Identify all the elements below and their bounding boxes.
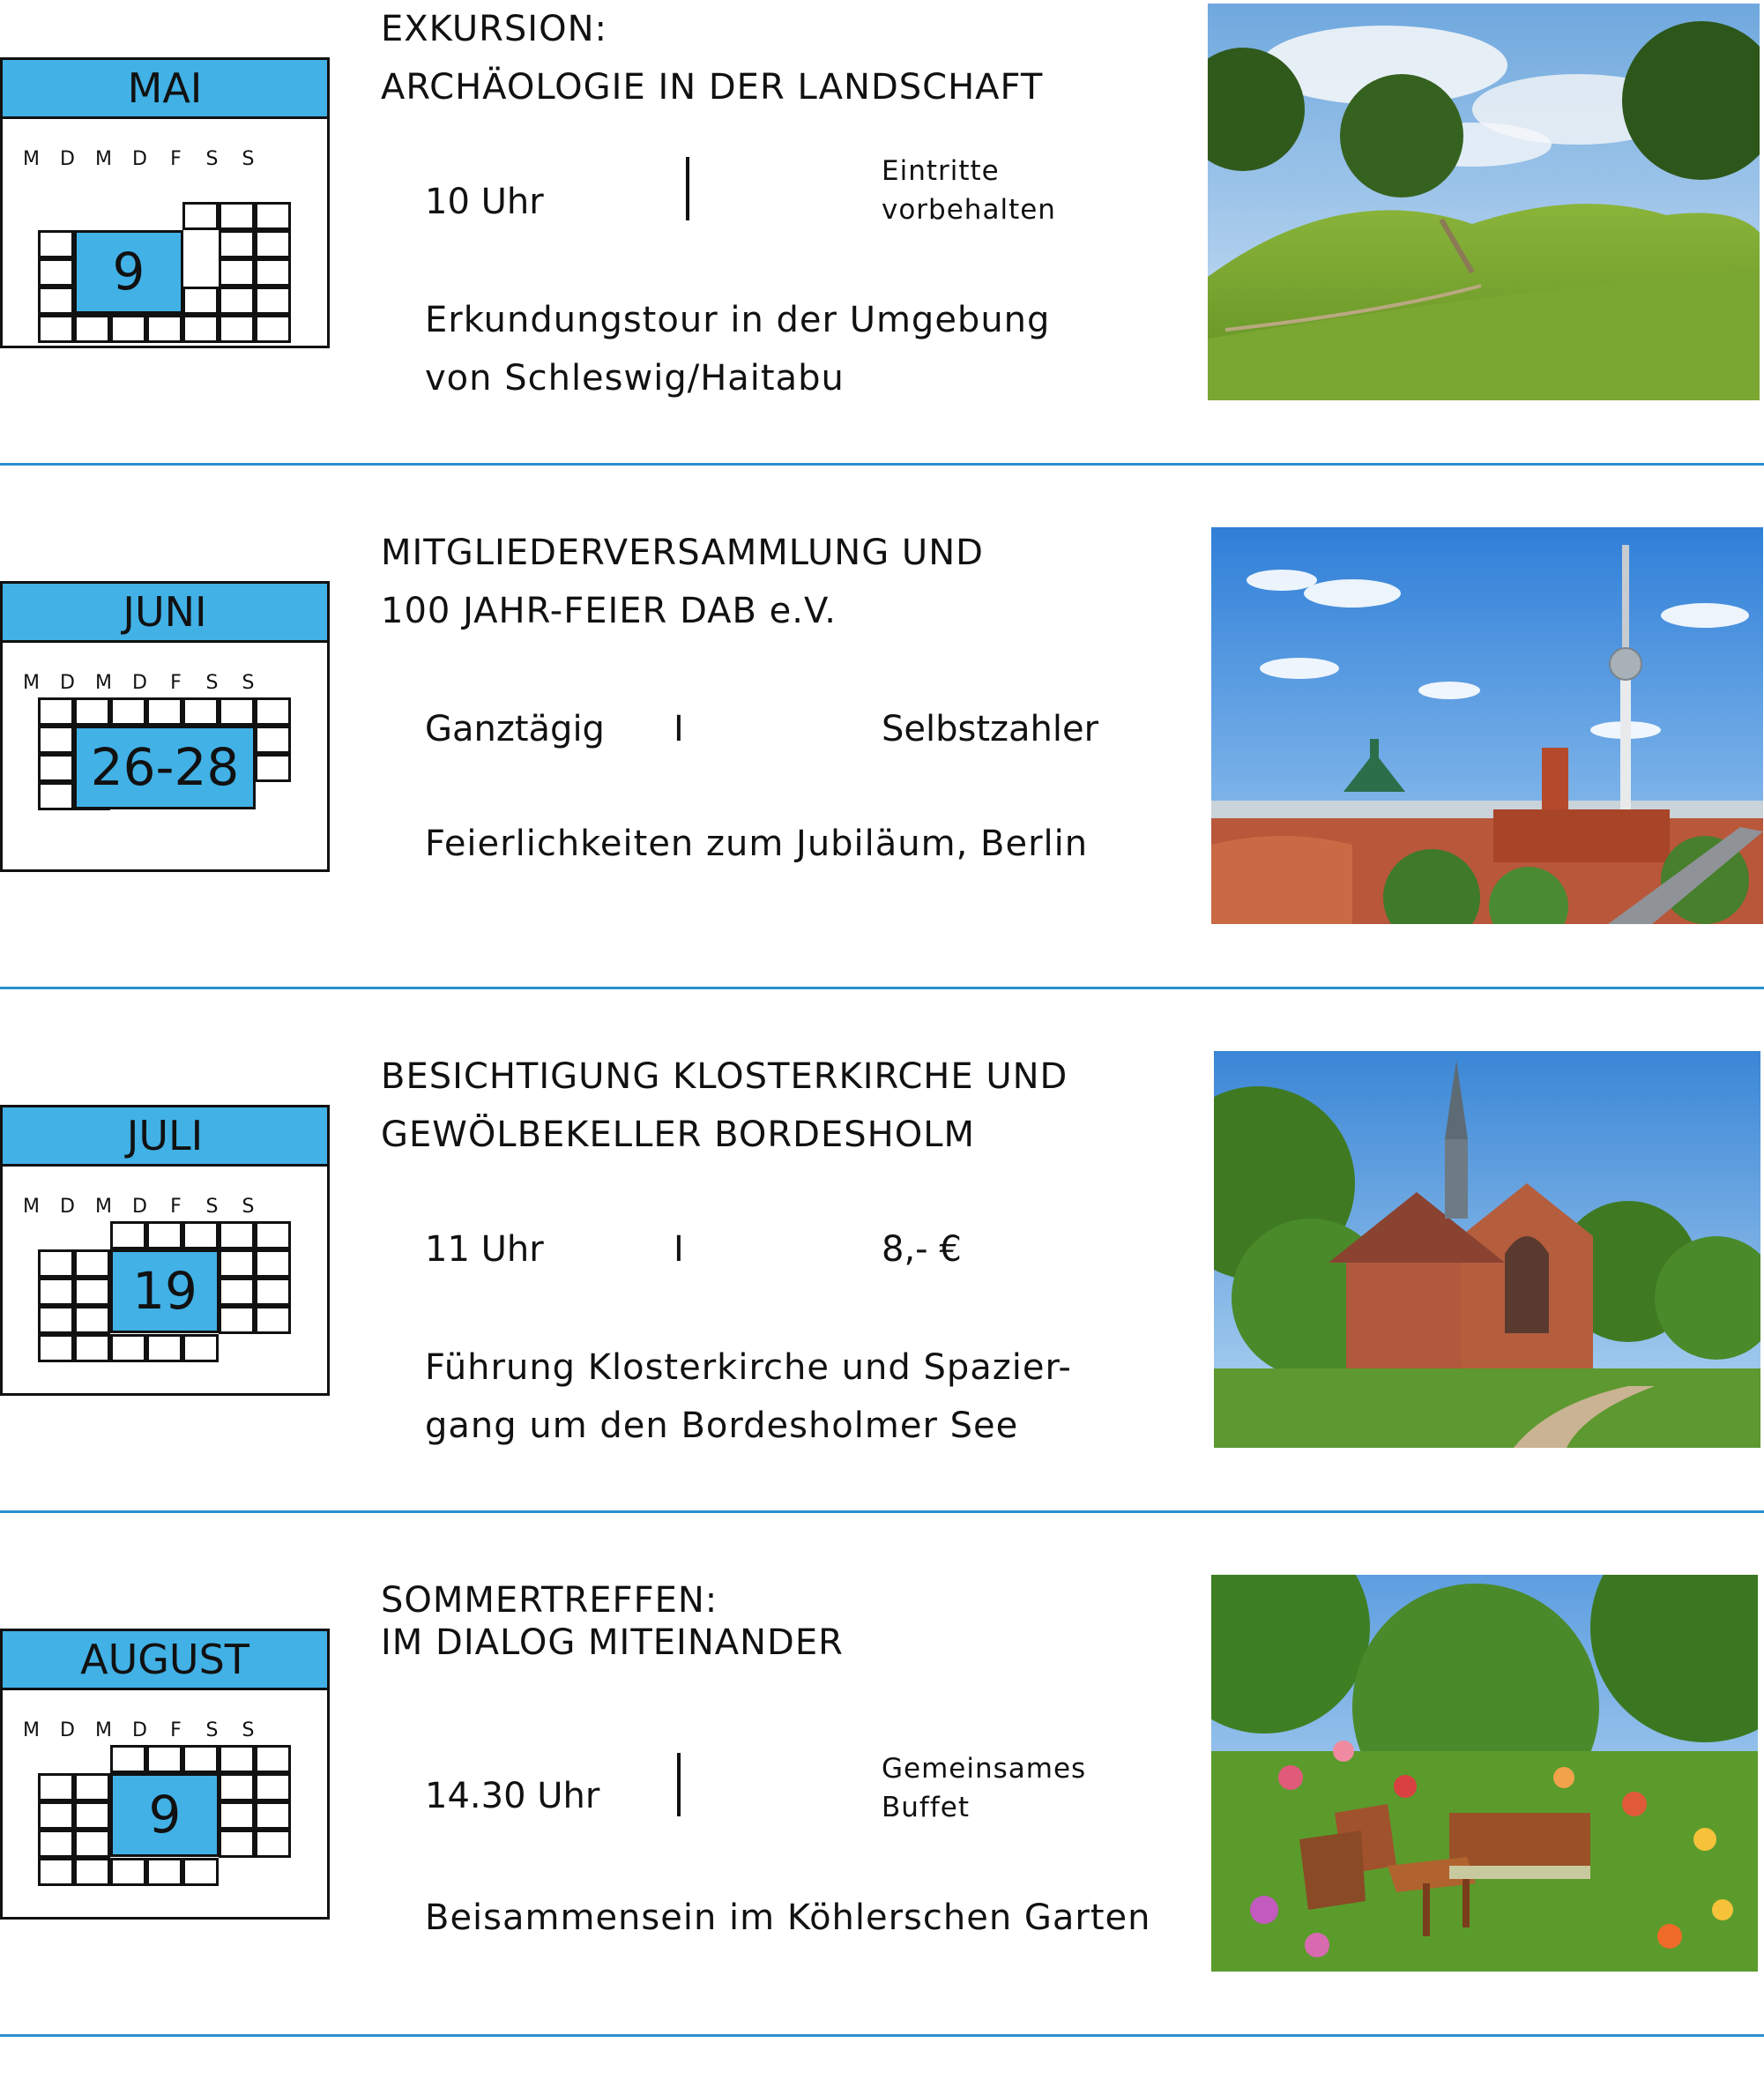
event-title-line2: IM DIALOG MITEINANDER (381, 1622, 844, 1663)
calendar-cell (38, 1801, 74, 1830)
calendar-cell (38, 726, 74, 754)
weekday: S (205, 148, 219, 170)
calendar-cell (219, 1745, 255, 1773)
calendar-cell (182, 1745, 219, 1773)
calendar-cell (255, 1801, 291, 1830)
calendar-cell (38, 287, 74, 315)
calendar-cell (74, 1334, 110, 1362)
calendar-cell (219, 1306, 255, 1334)
weekday: D (132, 672, 147, 694)
calendar-cell (38, 1334, 74, 1362)
divider (0, 2034, 1764, 2037)
calendar-cell (110, 315, 146, 343)
photo-berlin (1211, 527, 1763, 924)
calendar-cell (38, 1773, 74, 1801)
calendar-cell (182, 1858, 219, 1886)
calendar-cell (74, 1801, 110, 1830)
calendar-cell (255, 315, 291, 343)
calendar-cell (38, 1830, 74, 1858)
calendar-cell (146, 1745, 182, 1773)
calendar-cell (182, 1334, 219, 1362)
event-info-line1: Eintritte (882, 155, 1000, 187)
calendar-august (0, 1629, 330, 1920)
weekday: F (170, 148, 182, 170)
calendar-cell (38, 754, 74, 782)
event-title-line2: 100 JAHR-FEIER DAB e.V. (381, 591, 837, 631)
calendar-cell (219, 315, 255, 343)
calendar-cell (38, 1249, 74, 1278)
weekday: D (60, 672, 75, 694)
event-time: 10 Uhr (425, 182, 544, 222)
calendar-month: AUGUST (3, 1631, 327, 1690)
event-info: Selbstzahler (882, 709, 1099, 749)
calendar-cell (219, 1278, 255, 1306)
weekday: S (242, 148, 255, 170)
calendar-cell (146, 1858, 182, 1886)
calendar-cell (182, 697, 219, 726)
calendar-month: MAI (3, 60, 327, 119)
weekday: F (170, 1196, 182, 1218)
weekday: F (170, 1719, 182, 1741)
weekday: D (60, 1719, 75, 1741)
calendar-cell (110, 1334, 146, 1362)
calendar-cell (146, 1221, 182, 1249)
calendar-cell (38, 1278, 74, 1306)
event-august (0, 1571, 1764, 2095)
calendar-cell (255, 1278, 291, 1306)
event-info-line1: Gemeinsames (882, 1753, 1087, 1785)
event-time: 11 Uhr (425, 1229, 544, 1270)
event-title-line2: GEWÖLBEKELLER BORDESHOLM (381, 1115, 975, 1155)
calendar-month: JULI (3, 1107, 327, 1167)
calendar-cell (255, 287, 291, 315)
event-title-line2: ARCHÄOLOGIE IN DER LANDSCHAFT (381, 67, 1044, 108)
calendar-cell (219, 258, 255, 287)
photo-landscape (1208, 4, 1760, 400)
calendar-cell (219, 1801, 255, 1830)
event-info: 8,- € (882, 1229, 962, 1270)
weekday-row (23, 148, 295, 175)
calendar-juni (0, 581, 330, 872)
calendar-cell (38, 315, 74, 343)
event-info-line2: Buffet (882, 1792, 970, 1823)
event-juli (0, 1048, 1764, 1571)
event-description-line1: Beisammensein im Köhlerschen Garten (425, 1897, 1151, 1938)
calendar-cell (146, 1334, 182, 1362)
calendar-cell (255, 1745, 291, 1773)
separator: I (674, 709, 684, 749)
weekday: D (60, 1196, 75, 1218)
event-title-line1: BESICHTIGUNG KLOSTERKIRCHE UND (381, 1056, 1068, 1097)
calendar-cell (182, 1221, 219, 1249)
calendar-day-highlight: 19 (110, 1249, 220, 1333)
weekday: D (132, 1719, 147, 1741)
calendar-cell (38, 258, 74, 287)
calendar-cell (38, 230, 74, 258)
calendar-cell (219, 230, 255, 258)
weekday: S (205, 1196, 219, 1218)
event-time: 14.30 Uhr (425, 1776, 600, 1816)
calendar-cell (255, 754, 291, 782)
weekday: S (242, 1719, 255, 1741)
calendar-cell (74, 315, 110, 343)
calendar-cell (74, 1306, 110, 1334)
weekday: S (242, 1196, 255, 1218)
weekday: M (95, 1196, 112, 1218)
calendar-cell (255, 1221, 291, 1249)
weekday: S (205, 672, 219, 694)
calendar-cell (255, 697, 291, 726)
calendar-cell (74, 1830, 110, 1858)
calendar-cell (110, 1745, 146, 1773)
calendar-day-highlight: 9 (74, 230, 183, 314)
divider (0, 463, 1764, 466)
weekday: M (23, 1196, 40, 1218)
divider (0, 987, 1764, 989)
calendar-cell (219, 697, 255, 726)
event-time: Ganztägig (425, 709, 605, 749)
calendar-cell (74, 1249, 110, 1278)
calendar-cell (110, 697, 146, 726)
calendar-day-highlight: 26-28 (74, 726, 256, 809)
calendar-cell (74, 1278, 110, 1306)
event-description-line2: gang um den Bordesholmer See (425, 1405, 1019, 1446)
weekday: M (23, 148, 40, 170)
event-description-line1: Feierlichkeiten zum Jubiläum, Berlin (425, 824, 1089, 864)
divider (0, 1510, 1764, 1513)
calendar-cell (74, 1858, 110, 1886)
event-title-line1: MITGLIEDERVERSAMMLUNG UND (381, 533, 984, 573)
calendar-cell (74, 1773, 110, 1801)
calendar-cell (182, 315, 219, 343)
calendar-juli (0, 1105, 330, 1396)
calendar-cell (74, 697, 110, 726)
event-mai (0, 0, 1764, 524)
weekday: S (205, 1719, 219, 1741)
event-description-line1: Führung Klosterkirche und Spazier- (425, 1347, 1072, 1388)
calendar-cell (38, 1858, 74, 1886)
photo-church (1214, 1051, 1760, 1448)
weekday: F (170, 672, 182, 694)
weekday-row (23, 1196, 295, 1222)
calendar-cell (219, 202, 255, 230)
calendar-cell (219, 1221, 255, 1249)
weekday: D (60, 148, 75, 170)
calendar-month: JUNI (3, 584, 327, 643)
calendar-cell (38, 697, 74, 726)
calendar-cell (146, 315, 182, 343)
calendar-day-highlight: 9 (110, 1773, 220, 1857)
calendar-cell (219, 287, 255, 315)
weekday: M (23, 1719, 40, 1741)
calendar-cell (110, 1858, 146, 1886)
calendar-cell (255, 258, 291, 287)
calendar-cell (255, 1773, 291, 1801)
calendar-cell (255, 202, 291, 230)
weekday: S (242, 672, 255, 694)
photo-garden (1211, 1575, 1758, 1972)
weekday: M (95, 672, 112, 694)
event-info-line2: vorbehalten (882, 194, 1056, 226)
calendar-cell (255, 1830, 291, 1858)
calendar-cell (255, 1249, 291, 1278)
event-juni (0, 524, 1764, 1048)
weekday-row (23, 1719, 295, 1746)
weekday: M (95, 1719, 112, 1741)
weekday: D (132, 1196, 147, 1218)
separator-bar (686, 157, 689, 220)
event-title-line1: SOMMERTREFFEN: (381, 1580, 718, 1621)
calendar-cell (38, 782, 74, 810)
event-description-line2: von Schleswig/Haitabu (425, 358, 845, 399)
calendar-cell (38, 1306, 74, 1334)
weekday-row (23, 672, 295, 698)
calendar-cell (255, 230, 291, 258)
separator-bar (677, 1753, 681, 1816)
calendar-cell (219, 1830, 255, 1858)
calendar-cell (146, 697, 182, 726)
calendar-cell (255, 1306, 291, 1334)
calendar-cell (219, 1249, 255, 1278)
calendar-cell (219, 1773, 255, 1801)
calendar-cell (110, 1221, 146, 1249)
event-description-line1: Erkundungstour in der Umgebung (425, 300, 1051, 340)
event-title-line1: EXKURSION: (381, 9, 607, 49)
weekday: M (95, 148, 112, 170)
calendar-cell (182, 202, 219, 230)
calendar-cell (255, 726, 291, 754)
separator: I (674, 1229, 684, 1270)
calendar-cell (182, 287, 219, 315)
calendar-mai (0, 57, 330, 348)
weekday: D (132, 148, 147, 170)
weekday: M (23, 672, 40, 694)
